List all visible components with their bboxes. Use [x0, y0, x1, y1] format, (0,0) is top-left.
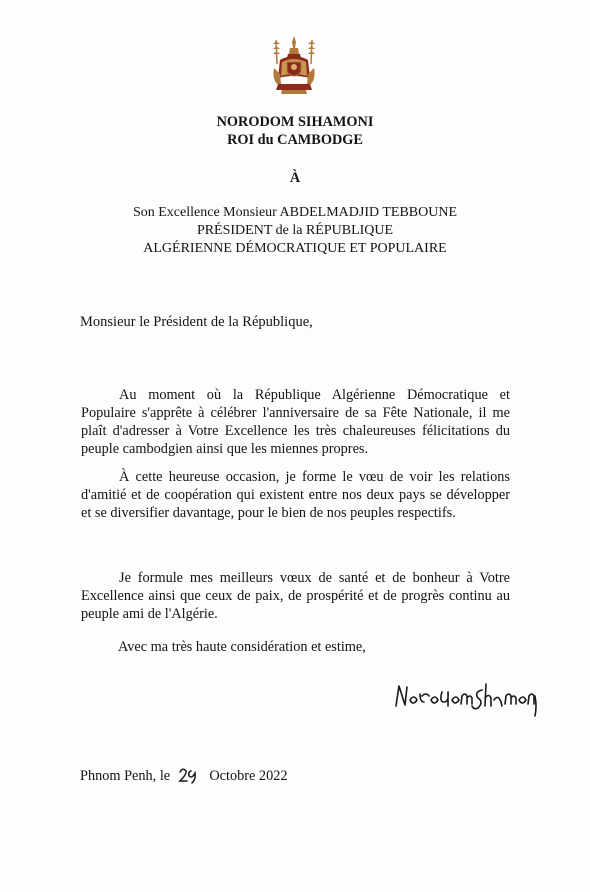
sender-title: ROI du CAMBODGE — [227, 132, 363, 148]
body-paragraph-2: À cette heureuse occasion, je forme le vœu de voir les relations d'amitié et de coopération qui existent entre nos deux pays se développer et se diversifier davantage, pour le bien de nos peuples respectifs. — [81, 469, 510, 521]
sender-name: NORODOM SIHAMONI — [216, 114, 374, 130]
addressee-marker: À — [289, 170, 301, 186]
royal-arms-of-cambodia-icon — [268, 34, 320, 96]
recipient-line-3: ALGÉRIENNE DÉMOCRATIQUE ET POPULAIRE — [143, 241, 447, 256]
handwritten-day — [178, 766, 200, 784]
handwritten-signature — [392, 676, 540, 720]
recipient-line-1: Son Excellence Monsieur ABDELMADJID TEBBOUNE — [132, 205, 458, 220]
place-prefix: Phnom Penh, le — [80, 768, 171, 784]
month-year: Octobre 2022 — [209, 768, 288, 784]
body-paragraph-1: Au moment où la République Algérienne Démocratique et Populaire s'apprête à célébrer l'anniversaire de sa Fête Nationale, il me plaît d'adresser à Votre Excellence les très chaleureuses félicitations du peuple cambodgien ainsi que les miennes propres. — [81, 387, 510, 457]
closing-phrase: Avec ma très haute considération et estime, — [118, 639, 366, 655]
salutation: Monsieur le Président de la République, — [80, 314, 313, 330]
body-paragraph-3: Je formule mes meilleurs vœux de santé et de bonheur à Votre Excellence ainsi que ceux de paix, de prospérité et de progrès continu au peuple ami de l'Algérie. — [81, 570, 510, 622]
recipient-line-2: PRÉSIDENT de la RÉPUBLIQUE — [196, 223, 394, 238]
place-and-date — [80, 766, 288, 785]
